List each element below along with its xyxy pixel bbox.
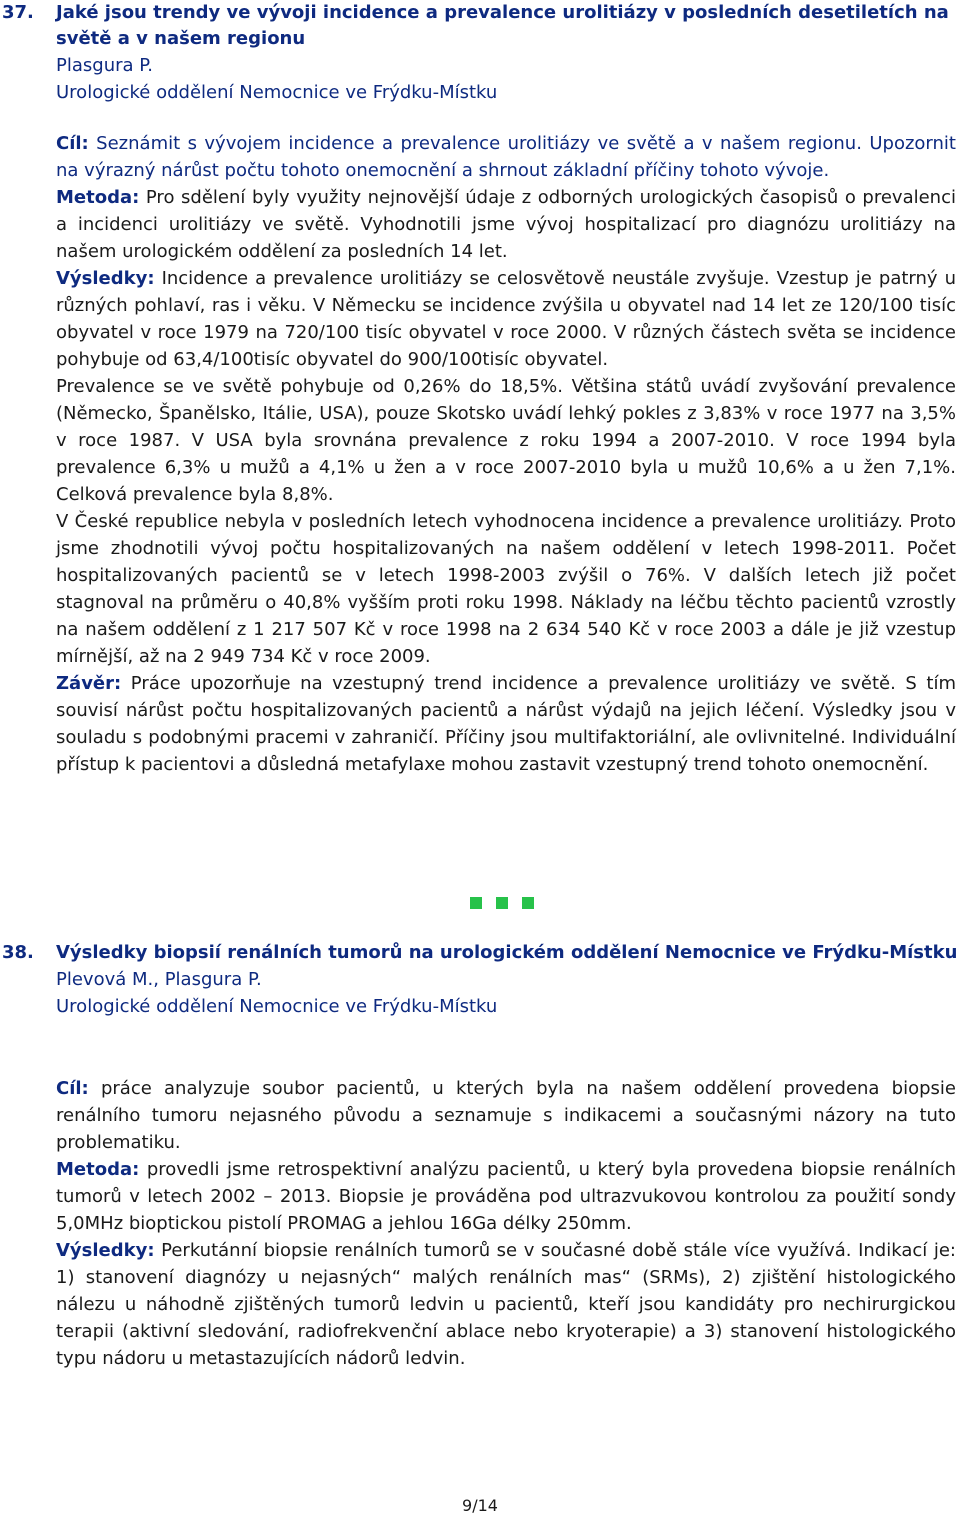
- goal-label: Cíl:: [56, 1078, 89, 1099]
- abstract-37-heading: [0, 0, 960, 52]
- goal-paragraph: [56, 130, 956, 184]
- goal-label: Cíl:: [56, 133, 89, 154]
- method-label: Metoda:: [56, 1159, 140, 1180]
- method-paragraph: [56, 184, 956, 265]
- goal-text: práce analyzuje soubor pacientů, u kterých byla na našem oddělení provedena biopsie renálního tumoru nejasného původu a seznamuje s indikacemi a současnými názory na tuto problematiku.: [56, 1078, 956, 1153]
- goal-text: Seznámit s vývojem incidence a prevalence urolitiázy ve světě a v našem regionu. Upozornit na výrazný nárůst počtu tohoto onemocnění a shrnout základní příčiny tohoto vývoje.: [56, 133, 956, 181]
- results-text: Perkutánní biopsie renálních tumorů se v současné době stále více využívá. Indikací je: 1) stanovení diagnózy u nejasných“ malých renálních mas“ (SRMs), 2) zjištění histologického nálezu u náhodně zjištěných tumorů ledvin u pacientů, kteří jsou kandidáty pro nechirurgickou terapii (aktivní sledování, radiofrekvenční ablace nebo kryoterapie) a 3) stanovení histologického typu nádoru u metastazujících nádorů ledvin.: [56, 1240, 956, 1369]
- conclusion-paragraph: [56, 670, 956, 778]
- conclusion-label: Závěr:: [56, 673, 122, 694]
- results-paragraph: [56, 265, 956, 373]
- abstract-authors: Plevová M., Plasgura P.: [56, 969, 262, 990]
- method-text: Pro sdělení byly využity nejnovější údaje z odborných urologických časopisů o prevalenci a incidenci urolitiázy ve světě. Vyhodnotili jsme vývoj hospitalizací pro diagnózu urolitiázy na našem urologickém oddělení za posledních 14 let.: [56, 187, 956, 262]
- method-paragraph: [56, 1156, 956, 1237]
- page-number: 9/14: [462, 1496, 498, 1515]
- abstract-37-body: [56, 130, 956, 778]
- results-paragraph-3: V České republice nebyla v posledních letech vyhodnocena incidence a prevalence urolitiázy. Proto jsme zhodnotili vývoj počtu hospitalizovaných na našem oddělení v letech 1998-2011. Počet hospitalizovaných pacientů se v letech 1998-2003 zvýšil o 76%. V dalších letech již počet stagnoval na průměru o 40,8% vyšším proti roku 1998. Náklady na léčbu těchto pacientů vzrostly na našem oddělení z 1 217 507 Kč v roce 1998 na 2 634 540 Kč v roce 2003 a dále je již vzestup mírnější, až na 2 949 734 Kč v roce 2009.: [56, 511, 956, 667]
- abstract-38-body: [56, 1075, 956, 1372]
- results-paragraph: [56, 1237, 956, 1372]
- goal-paragraph: [56, 1075, 956, 1156]
- section-divider: [470, 897, 534, 909]
- abstract-37: [0, 0, 960, 106]
- abstract-title: Výsledky biopsií renálních tumorů na urologickém oddělení Nemocnice ve Frýdku-Místku: [56, 942, 958, 963]
- divider-square: [522, 897, 534, 909]
- abstract-title: Jaké jsou trendy ve vývoji incidence a prevalence urolitiázy v posledních desetiletích na světě a v našem regionu: [56, 2, 949, 49]
- results-label: Výsledky:: [56, 268, 155, 289]
- abstract-number: 38.: [2, 942, 34, 963]
- results-text: Incidence a prevalence urolitiázy se celosvětově neustále zvyšuje. Vzestup je patrný u různých pohlaví, ras i věku. V Německu se incidence zvýšila u obyvatel nad 14 let ze 120/100 tisíc obyvatel v roce 1979 na 720/100 tisíc obyvatel v roce 2000. V různých částech světa se incidence pohybuje od 63,4/100tisíc obyvatel do 900/100tisíc obyvatel.: [56, 268, 956, 370]
- abstract-institution: Urologické oddělení Nemocnice ve Frýdku-Místku: [56, 82, 498, 103]
- conclusion-text: Práce upozorňuje na vzestupný trend incidence a prevalence urolitiázy ve světě. S tím souvisí nárůst počtu hospitalizovaných pacientů a nárůst výdajů na jejich léčení. Výsledky jsou v souladu s podobnými pracemi v zahraničí. Příčiny jsou multifaktoriální, ale ovlivnitelné. Individuální přístup k pacientovi a důsledná metafylaxe mohou zastavit vzestupný trend tohoto onemocnění.: [56, 673, 956, 775]
- results-label: Výsledky:: [56, 1240, 155, 1261]
- results-paragraph-2: Prevalence se ve světě pohybuje od 0,26% do 18,5%. Většina států uvádí zvyšování prevalence (Německo, Španělsko, Itálie, USA), pouze Skotsko uvádí lehký pokles z 3,83% v roce 1977 na 3,5% v roce 1987. V USA byla srovnána prevalence z roku 1994 a 2007-2010. V roce 1994 byla prevalence 6,3% u mužů a 4,1% u žen a v roce 2007-2010 byla u mužů 10,6% a u žen 7,1%. Celková prevalence byla 8,8%.: [56, 376, 956, 505]
- abstract-number: 37.: [2, 2, 34, 23]
- method-text: provedli jsme retrospektivní analýzu pacientů, u který byla provedena biopsie renálních tumorů v letech 2002 – 2013. Biopsie je prováděna pod ultrazvukovou kontrolou za použití sondy 5,0MHz bioptickou pistolí PROMAG a jehlou 16Ga délky 250mm.: [56, 1159, 956, 1234]
- method-label: Metoda:: [56, 187, 140, 208]
- abstract-38: [0, 940, 960, 1020]
- abstract-authors: Plasgura P.: [56, 55, 154, 76]
- divider-square: [470, 897, 482, 909]
- divider-square: [496, 897, 508, 909]
- abstract-institution: Urologické oddělení Nemocnice ve Frýdku-Místku: [56, 996, 498, 1017]
- abstract-38-heading: [0, 940, 960, 966]
